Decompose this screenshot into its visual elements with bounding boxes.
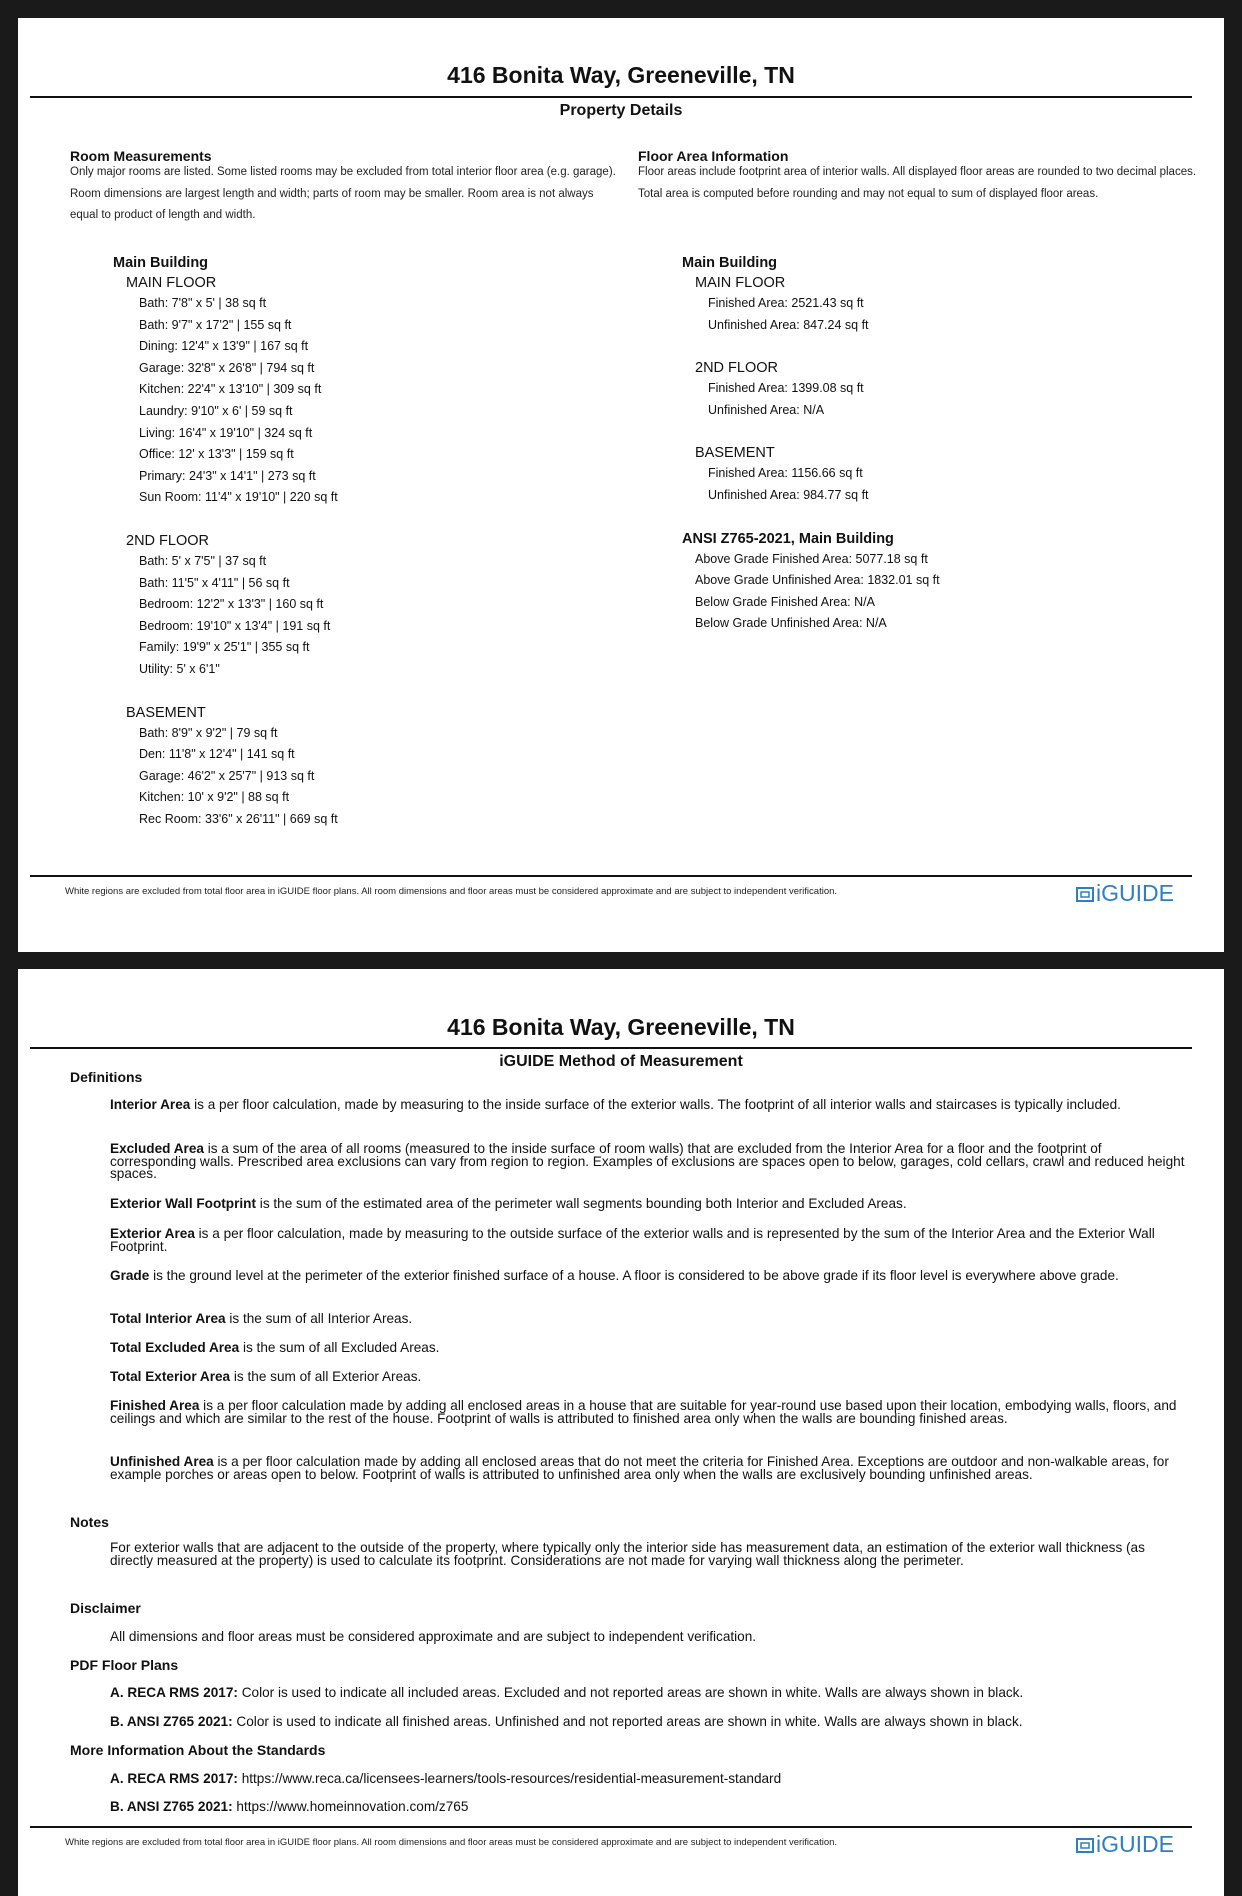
room-item: Living: 16'4" x 19'10" | 324 sq ft bbox=[139, 425, 313, 440]
room-item: Den: 11'8" x 12'4" | 141 sq ft bbox=[139, 747, 295, 762]
def-term: Grade bbox=[110, 1268, 150, 1283]
room-item: Bath: 5' x 7'5" | 37 sq ft bbox=[139, 553, 267, 568]
pdf-item-term: B. ANSI Z765 2021: bbox=[110, 1714, 233, 1729]
iguide-logo-icon bbox=[1076, 1837, 1094, 1853]
more-info-term: A. RECA RMS 2017: bbox=[110, 1771, 238, 1786]
iguide-logo bbox=[1076, 880, 1174, 907]
def-unfinished-area bbox=[110, 1456, 1190, 1481]
def-term: Interior Area bbox=[110, 1097, 191, 1112]
page-method-of-measurement bbox=[18, 969, 1224, 1896]
def-total-exterior bbox=[110, 1371, 1190, 1384]
def-term: Total Exterior Area bbox=[110, 1369, 231, 1384]
definitions-heading: Definitions bbox=[70, 1069, 143, 1085]
def-term: Excluded Area bbox=[110, 1141, 204, 1156]
ansi-heading: ANSI Z765-2021, Main Building bbox=[682, 530, 894, 547]
floor-heading-2nd: 2ND FLOOR bbox=[695, 360, 778, 377]
def-text: is the sum of all Exterior Areas. bbox=[230, 1369, 422, 1384]
room-measurements-intro: Only major rooms are listed. Some listed rooms may be excluded from total interior floor area (e.g. garage). Room dimensions are largest length and width; parts of room may be smaller. Room area is not always equal to product of length and width. bbox=[70, 166, 616, 221]
def-text: is a sum of the area of all rooms (measured to the inside surface of room walls) that are excluded from the Interior Area for a floor and the footprint of corresponding walls. Prescribed area exclusions can vary from region to region. Examples of exclusions are spaces open to below, garages, cold cellars, crawl and reduced height spaces. bbox=[110, 1141, 1185, 1181]
footer-text: White regions are excluded from total floor area in iGUIDE floor plans. All room dimensions and floor areas must be considered approximate and are subject to independent verification. bbox=[65, 886, 838, 897]
page-property-details bbox=[18, 18, 1224, 952]
def-grade bbox=[110, 1270, 1190, 1283]
pdf-item-term: A. RECA RMS 2017: bbox=[110, 1685, 238, 1700]
floor-heading-main: MAIN FLOOR bbox=[695, 275, 786, 291]
area-item: Finished Area: 1156.66 sq ft bbox=[708, 466, 863, 481]
ansi-item: Above Grade Unfinished Area: 1832.01 sq ft bbox=[695, 573, 940, 588]
room-item: Bath: 9'7" x 17'2" | 155 sq ft bbox=[139, 317, 292, 332]
page-title: 416 Bonita Way, Greeneville, TN bbox=[447, 1014, 795, 1040]
pdf-item-text: Color is used to indicate all included areas. Excluded and not reported areas are shown in white. Walls are always shown in black. bbox=[237, 1685, 1024, 1700]
pdf-item-reca bbox=[110, 1685, 1023, 1700]
footer-rule bbox=[30, 875, 1192, 877]
room-item: Garage: 32'8" x 26'8" | 794 sq ft bbox=[139, 360, 315, 375]
def-text: is a per floor calculation made by adding all enclosed areas in a house that are suitable for year-round use based upon their location, embodying walls, floors, and ceilings and which are similar to the rest of the house. Footprint of walls is attributed to finished area only when the walls are bounding finished areas. bbox=[110, 1398, 1177, 1426]
floor-area-intro: Floor areas include footprint area of interior walls. All displayed floor areas are rounded to two decimal places. Total area is computed before rounding and may not equal to sum of displayed floor areas. bbox=[638, 166, 1197, 200]
def-text: is the sum of all Excluded Areas. bbox=[239, 1340, 440, 1355]
room-list bbox=[113, 253, 338, 830]
def-text: is the ground level at the perimeter of the exterior finished surface of a house. A floor is considered to be above grade if its floor level is everywhere above grade. bbox=[149, 1268, 1119, 1283]
more-info-ansi bbox=[110, 1799, 468, 1814]
room-item: Utility: 5' x 6'1" bbox=[139, 661, 220, 676]
room-item: Family: 19'9" x 25'1" | 355 sq ft bbox=[139, 640, 310, 655]
more-info-reca bbox=[110, 1771, 781, 1786]
def-finished-area bbox=[110, 1400, 1190, 1425]
title-rule bbox=[30, 96, 1192, 98]
room-item: Bedroom: 12'2" x 13'3" | 160 sq ft bbox=[139, 597, 324, 612]
title-rule bbox=[30, 1047, 1192, 1049]
room-item: Bedroom: 19'10" x 13'4" | 191 sq ft bbox=[139, 618, 331, 633]
more-info-heading: More Information About the Standards bbox=[70, 1742, 326, 1758]
room-item: Primary: 24'3" x 14'1" | 273 sq ft bbox=[139, 468, 316, 483]
def-term: Total Excluded Area bbox=[110, 1340, 240, 1355]
page-subtitle: Property Details bbox=[559, 102, 683, 119]
notes-text-block bbox=[110, 1542, 1190, 1567]
pdf-item-text: Color is used to indicate all finished areas. Unfinished and not reported areas are shown in white. Walls are always shown in black. bbox=[232, 1714, 1023, 1729]
def-text: is the sum of all Interior Areas. bbox=[225, 1311, 413, 1326]
room-item: Sun Room: 11'4" x 19'10" | 220 sq ft bbox=[139, 490, 338, 505]
room-item: Bath: 8'9" x 9'2" | 79 sq ft bbox=[139, 725, 278, 740]
area-item: Unfinished Area: 847.24 sq ft bbox=[708, 317, 869, 332]
disclaimer-heading: Disclaimer bbox=[70, 1600, 141, 1616]
room-item: Laundry: 9'10" x 6' | 59 sq ft bbox=[139, 403, 293, 418]
def-text: is a per floor calculation made by adding all enclosed areas that do not meet the criteria for Finished Area. Exceptions are outdoor and non-walkable areas, for example porches or areas open to below. Footprint of walls is attributed to unfinished area only when the walls are exclusively bounding unfinished areas. bbox=[110, 1454, 1169, 1482]
area-item: Unfinished Area: 984.77 sq ft bbox=[708, 487, 869, 502]
room-item: Garage: 46'2" x 25'7" | 913 sq ft bbox=[139, 768, 315, 783]
def-term: Unfinished Area bbox=[110, 1454, 214, 1469]
notes-heading: Notes bbox=[70, 1514, 109, 1530]
pdf-floor-plans-heading: PDF Floor Plans bbox=[70, 1657, 179, 1673]
def-excluded-area bbox=[110, 1143, 1190, 1181]
def-total-excluded bbox=[110, 1342, 1190, 1355]
floor-area-list bbox=[682, 253, 940, 635]
def-term: Total Interior Area bbox=[110, 1311, 226, 1326]
def-text: is a per floor calculation, made by measuring to the inside surface of the exterior walls. The footprint of all interior walls and staircases is typically included. bbox=[190, 1097, 1121, 1112]
pdf-item-ansi bbox=[110, 1714, 1023, 1729]
footer-text: White regions are excluded from total floor area in iGUIDE floor plans. All room dimensions and floor areas must be considered approximate and are subject to independent verification. bbox=[65, 1837, 838, 1848]
more-info-term: B. ANSI Z765 2021: bbox=[110, 1799, 233, 1814]
more-info-link[interactable]: https://www.homeinnovation.com/z765 bbox=[232, 1799, 469, 1814]
def-interior-area bbox=[110, 1099, 1190, 1112]
def-text: is a per floor calculation, made by measuring to the outside surface of the exterior walls and is represented by the sum of the Interior Area and the Exterior Wall Footprint. bbox=[110, 1226, 1155, 1254]
building-heading: Main Building bbox=[682, 255, 778, 271]
notes-text: For exterior walls that are adjacent to the outside of the property, where typically only the interior side has measurement data, an estimation of the exterior wall thickness (as directly measured at the property) is used to calculate its footprint. Considerations are not made for varying wall thickness along the perimeter. bbox=[110, 1540, 1145, 1568]
disclaimer-text: All dimensions and floor areas must be considered approximate and are subject to independent verification. bbox=[110, 1629, 757, 1644]
room-item: Kitchen: 22'4" x 13'10" | 309 sq ft bbox=[139, 382, 322, 397]
page-title: 416 Bonita Way, Greeneville, TN bbox=[447, 62, 795, 88]
def-total-interior bbox=[110, 1313, 1190, 1326]
room-item: Dining: 12'4" x 13'9" | 167 sq ft bbox=[139, 339, 309, 354]
ansi-item: Below Grade Unfinished Area: N/A bbox=[695, 616, 887, 631]
floor-heading-2nd: 2ND FLOOR bbox=[126, 532, 209, 549]
def-term: Exterior Wall Footprint bbox=[110, 1196, 257, 1211]
floor-area-heading: Floor Area Information bbox=[638, 148, 789, 164]
room-item: Office: 12' x 13'3" | 159 sq ft bbox=[139, 447, 294, 462]
floor-heading-basement: BASEMENT bbox=[126, 704, 206, 721]
floor-heading-basement: BASEMENT bbox=[695, 445, 775, 462]
logo-text: iGUIDE bbox=[1096, 1831, 1174, 1857]
logo-text: iGUIDE bbox=[1096, 880, 1174, 906]
iguide-logo bbox=[1076, 1831, 1174, 1858]
def-exterior-wall-footprint bbox=[110, 1198, 1190, 1211]
room-item: Bath: 7'8" x 5' | 38 sq ft bbox=[139, 296, 267, 310]
room-item: Rec Room: 33'6" x 26'11" | 669 sq ft bbox=[139, 811, 338, 826]
def-exterior-area bbox=[110, 1228, 1190, 1253]
more-info-link[interactable]: https://www.reca.ca/licensees-learners/tools-resources/residential-measurement-standard bbox=[237, 1771, 782, 1786]
room-item: Kitchen: 10' x 9'2" | 88 sq ft bbox=[139, 790, 290, 805]
building-heading: Main Building bbox=[113, 255, 209, 271]
room-item: Bath: 11'5" x 4'11" | 56 sq ft bbox=[139, 575, 290, 590]
room-measurements-heading: Room Measurements bbox=[70, 148, 212, 164]
def-term: Finished Area bbox=[110, 1398, 200, 1413]
ansi-item: Below Grade Finished Area: N/A bbox=[695, 594, 875, 609]
area-item: Finished Area: 2521.43 sq ft bbox=[708, 296, 864, 310]
def-text: is the sum of the estimated area of the perimeter wall segments bounding both Interior and Excluded Areas. bbox=[256, 1196, 907, 1211]
area-item: Unfinished Area: N/A bbox=[708, 402, 825, 417]
area-item: Finished Area: 1399.08 sq ft bbox=[708, 381, 864, 396]
iguide-logo-icon bbox=[1076, 886, 1094, 902]
def-term: Exterior Area bbox=[110, 1226, 195, 1241]
footer-rule bbox=[30, 1826, 1192, 1828]
page-subtitle: iGUIDE Method of Measurement bbox=[499, 1053, 743, 1070]
ansi-item: Above Grade Finished Area: 5077.18 sq ft bbox=[695, 551, 928, 566]
floor-heading-main: MAIN FLOOR bbox=[126, 275, 217, 291]
